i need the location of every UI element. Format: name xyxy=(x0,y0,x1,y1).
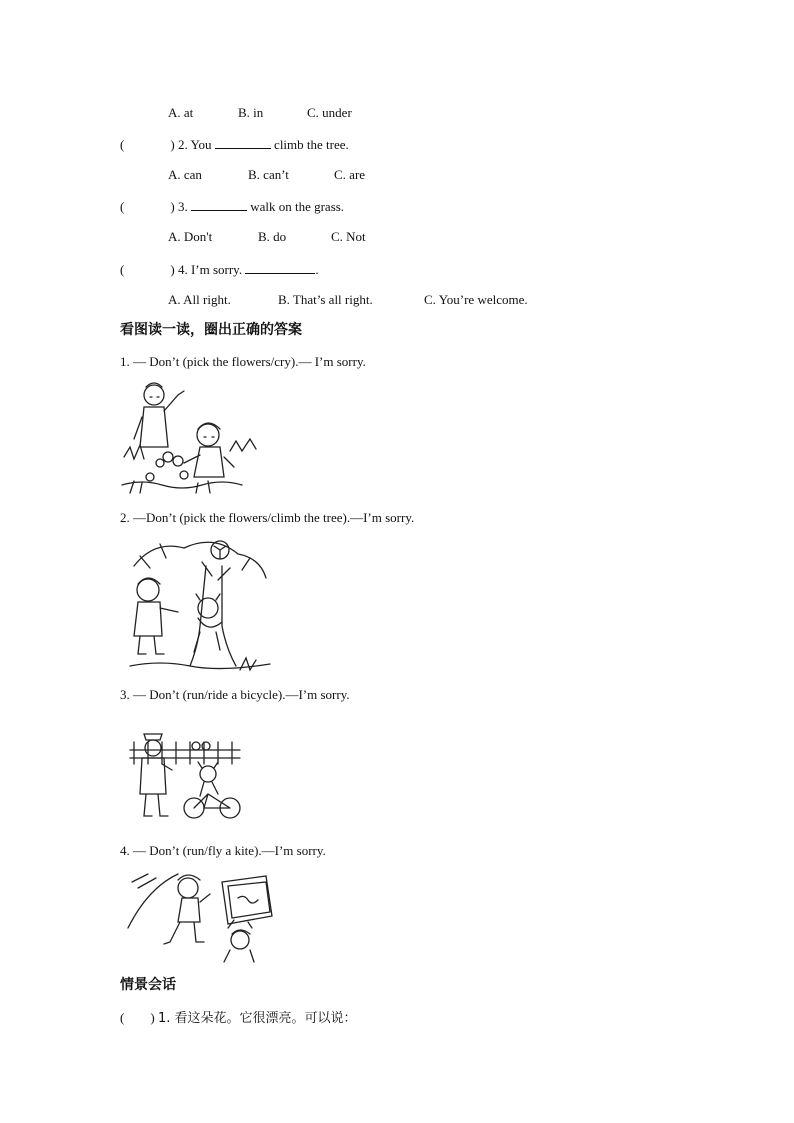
q3-paren-close: ) xyxy=(170,199,175,214)
question-2 xyxy=(120,136,349,153)
picture-item-2: 2. —Don’t (pick the flowers/climb the tree).—I’m sorry. xyxy=(120,510,415,525)
picture-item-4: 4. — Don’t (run/fly a kite).—I’m sorry. xyxy=(120,843,326,858)
section-heading-picture-reading: 看图读一读，圈出正确的答案 xyxy=(120,322,302,338)
q2-blank[interactable] xyxy=(215,136,271,149)
q1-option-c: C. under xyxy=(307,105,352,120)
dq1-paren-open: ( xyxy=(120,1010,125,1025)
question-3 xyxy=(120,198,344,215)
q3-option-c: C. Not xyxy=(331,229,366,244)
q1-option-b: B. in xyxy=(238,105,264,120)
q3-option-a: A. Don't xyxy=(168,229,213,244)
climbing-tree-illustration xyxy=(120,536,275,674)
dialogue-question-1 xyxy=(120,1010,356,1027)
q4-text-after: . xyxy=(315,262,319,277)
q3-blank[interactable] xyxy=(191,198,247,211)
q1-option-a: A. at xyxy=(168,105,194,120)
q3-option-b: B. do xyxy=(258,229,287,244)
section-heading-dialogue: 情景会话 xyxy=(120,977,176,993)
q4-blank[interactable] xyxy=(245,261,315,274)
q2-text-after: climb the tree. xyxy=(274,137,349,152)
q4-paren-close: ) xyxy=(170,262,175,277)
riding-bicycle-illustration xyxy=(124,728,246,824)
q4-paren-open: ( xyxy=(120,262,125,277)
q2-option-a: A. can xyxy=(168,167,202,182)
flying-kite-illustration xyxy=(124,868,279,964)
q2-paren-open: ( xyxy=(120,137,125,152)
q2-text-before: 2. You xyxy=(177,137,212,152)
dq1-text: 1. 看这朵花。它很漂亮。可以说： xyxy=(157,1011,357,1026)
dq1-paren-close: ) xyxy=(150,1010,155,1025)
picture-item-3: 3. — Don’t (run/ride a bicycle).—I’m sorry. xyxy=(120,687,350,702)
q2-option-b: B. can’t xyxy=(248,167,289,182)
q4-text-before: 4. I’m sorry. xyxy=(177,262,243,277)
q2-paren-close: ) xyxy=(170,137,175,152)
picking-flowers-illustration xyxy=(120,377,265,495)
question-4 xyxy=(120,261,319,278)
q3-text-before: 3. xyxy=(177,199,188,214)
picture-item-1: 1. — Don’t (pick the flowers/cry).— I’m sorry. xyxy=(120,354,366,369)
q3-text-after: walk on the grass. xyxy=(250,199,345,214)
q4-option-c: C. You’re welcome. xyxy=(424,292,528,307)
q4-option-b: B. That’s all right. xyxy=(278,292,373,307)
q4-option-a: A. All right. xyxy=(168,292,231,307)
q2-option-c: C. are xyxy=(334,167,366,182)
q3-paren-open: ( xyxy=(120,199,125,214)
